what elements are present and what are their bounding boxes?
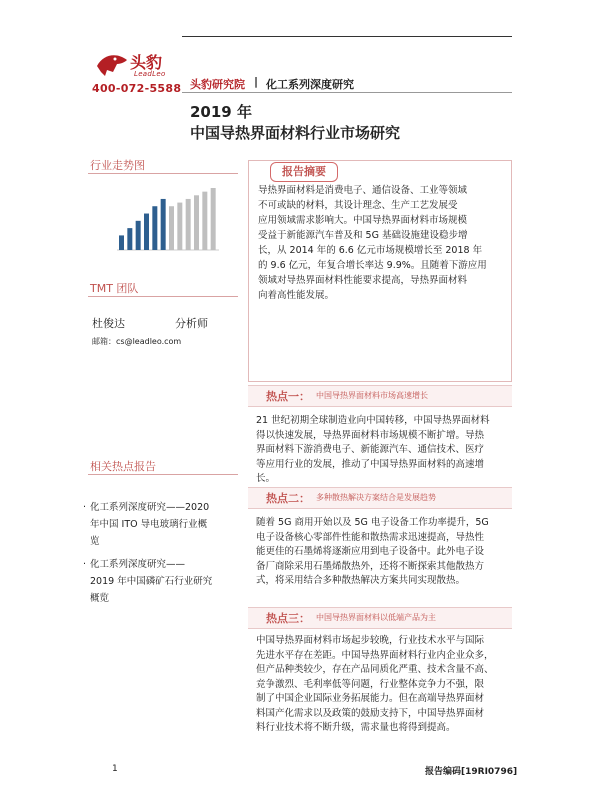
related-report-link[interactable] xyxy=(83,499,240,550)
chart-bar xyxy=(119,235,124,250)
hotspot-title: 热点三： xyxy=(266,612,310,625)
summary-line: 受益于新能源汽车普及和 5G 基础设施建设稳步增 xyxy=(258,230,468,241)
related-heading: 相关热点报告 xyxy=(90,460,156,473)
summary-line: 长，从 2014 年的 6.6 亿元市场规模增长至 2018 年 xyxy=(258,245,483,256)
hotspot-subtitle: 多种散热解决方案结合是发展趋势 xyxy=(316,493,436,502)
para-line: 界面材料下游消费电子、新能源汽车、通信技术、医疗 xyxy=(256,444,485,455)
report-year: 2019 年 xyxy=(190,103,252,121)
summary-line: 应用领域需求影响大。中国导热界面材料市场规模 xyxy=(258,215,468,226)
summary-text xyxy=(258,183,506,303)
logo-subtext: LeadLeo xyxy=(134,70,166,78)
header-rule xyxy=(182,92,512,93)
institute-name: 头豹研究院 xyxy=(190,78,245,91)
top-rule xyxy=(182,36,512,37)
trend-rule xyxy=(88,173,238,174)
hotspot-title: 热点一： xyxy=(266,390,310,403)
para-line: 随着 5G 商用开始以及 5G 电子设备工作功率提升，5G xyxy=(256,517,489,528)
chart-bar xyxy=(177,203,182,250)
para-line: 料国产化需求以及政策的鼓励支持下，中国导热界面材 xyxy=(256,707,485,719)
summary-tag: 报告摘要 xyxy=(270,162,338,182)
hotspot-title: 热点二： xyxy=(266,492,310,505)
chart-bar xyxy=(127,228,132,250)
header-separator: | xyxy=(254,75,259,88)
summary-line: 不可或缺的材料，其设计理念、生产工艺发展受 xyxy=(258,200,458,211)
summary-line: 导热界面材料是消费电子、通信设备、工业等领域 xyxy=(258,185,468,196)
related-line: 化工系列深度研究——2020 xyxy=(90,502,210,513)
hotspot-marker-icon xyxy=(242,486,258,508)
related-line: 年中国 ITO 导电玻璃行业概 xyxy=(90,519,208,530)
chart-bar xyxy=(136,221,141,250)
para-line: 中国导热界面材料市场起步较晚，行业技术水平与国际 xyxy=(256,635,485,646)
para-line: 备厂商除采用石墨烯散热外，还将不断探索其他散热方 xyxy=(256,560,485,572)
hotspot-text xyxy=(256,414,504,487)
hotspot-text xyxy=(256,516,504,589)
team-heading: TMT 团队 xyxy=(90,282,139,295)
author-role: 分析师 xyxy=(175,317,208,330)
report-title: 中国导热界面材料行业市场研究 xyxy=(190,124,401,142)
hotspot-subtitle: 中国导热界面材料市场高速增长 xyxy=(316,391,428,400)
hotspot-header xyxy=(248,607,512,629)
hotspot-header xyxy=(248,385,512,407)
chart-bar xyxy=(169,206,174,250)
phone-number: 400-072-5588 xyxy=(92,82,182,95)
summary-line: 向着高性能发展。 xyxy=(258,290,335,301)
para-line: 电子设备核心零部件性能和散热需求迅速提高，导热性 xyxy=(256,531,485,543)
report-code: 报告编码[19RI0796] xyxy=(425,767,518,777)
para-line: 竞争激烈、毛利率低等问题，行业整体竞争力不强，限 xyxy=(256,678,485,690)
series-name: 化工系列深度研究 xyxy=(266,78,354,91)
chart-bar xyxy=(161,199,166,250)
trend-chart xyxy=(113,182,223,266)
para-line: 式，将采用结合多种散热解决方案共同实现散热。 xyxy=(256,575,466,586)
author-name: 杜俊达 xyxy=(92,317,125,330)
chart-bar xyxy=(211,188,216,250)
page-number: 1 xyxy=(112,764,118,774)
chart-bar xyxy=(144,214,149,250)
para-line: 但产品种类较少，存在产品同质化严重、技术含量不高、 xyxy=(256,664,494,675)
team-rule xyxy=(88,296,238,297)
related-rule xyxy=(88,474,238,475)
para-line: 21 世纪初期全球制造业向中国转移，中国导热界面材料 xyxy=(256,415,490,426)
summary-line: 领域对导热界面材料性能要求提高，导热界面材料 xyxy=(258,275,468,286)
chart-bar xyxy=(186,199,191,250)
related-line: 览 xyxy=(90,536,100,547)
hotspot-marker-icon xyxy=(242,384,258,406)
para-line: 料行业技术将不断升级，需求量也将得到提高。 xyxy=(256,722,456,733)
hotspot-text xyxy=(256,634,504,736)
chart-bar xyxy=(194,195,199,250)
summary-line: 的 9.6 亿元，年复合增长率达 9.9%。且随着下游应用 xyxy=(258,260,487,271)
bullet: · xyxy=(83,502,87,513)
chart-bar xyxy=(152,206,157,250)
hotspot-marker-icon xyxy=(242,606,258,628)
para-line: 得以快速发展，导热界面材料市场规模不断扩增。导热 xyxy=(256,429,485,441)
chart-bar xyxy=(202,192,207,250)
related-line: 化工系列深度研究—— xyxy=(90,559,186,570)
author-email: 邮箱：cs@leadleo.com xyxy=(92,337,182,346)
related-line: 2019 年中国磷矿石行业研究 xyxy=(90,576,213,587)
para-line: 制了中国企业国际业务拓展能力。但在高端导热界面材 xyxy=(256,693,485,704)
para-line: 能更佳的石墨烯将逐渐应用到电子设备中。此外电子设 xyxy=(256,546,485,557)
related-report-link[interactable] xyxy=(83,556,240,607)
hotspot-subtitle: 中国导热界面材料以低端产品为主 xyxy=(316,613,436,622)
related-line: 概览 xyxy=(90,593,110,604)
para-line: 等应用行业的发展，推动了中国导热界面材料的高速增 xyxy=(256,458,485,470)
para-line: 先进水平存在差距。中国导热界面材料行业内企业众多， xyxy=(256,649,494,661)
para-line: 长。 xyxy=(256,473,276,484)
logo-text: 头豹 xyxy=(130,53,163,72)
trend-heading: 行业走势图 xyxy=(90,159,145,172)
bullet: · xyxy=(83,559,87,570)
hotspot-header xyxy=(248,487,512,509)
